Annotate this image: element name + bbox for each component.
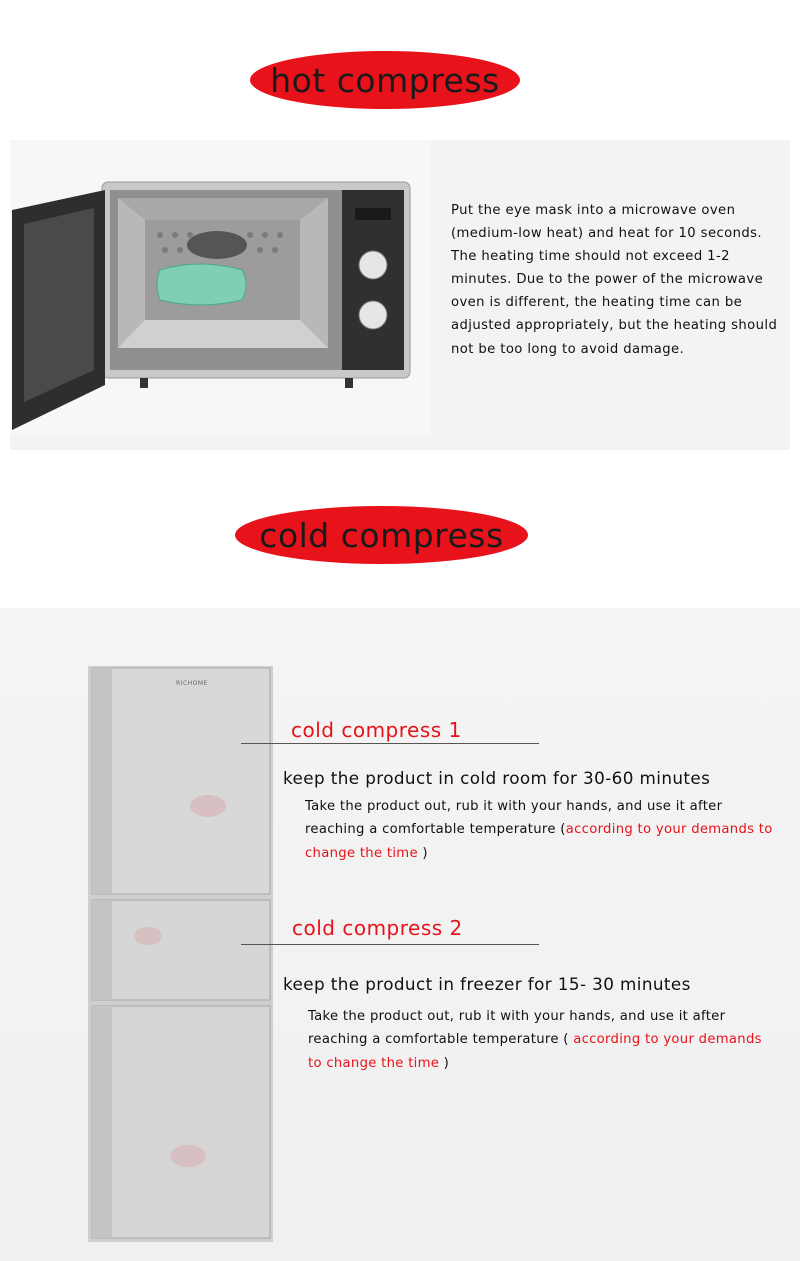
hot-compress-instructions: Put the eye mask into a microwave oven (medium-low heat) and heat for 10 seconds. The heating time should not exceed 1-2 minutes. Due to the power of the microwave oven is different, the heating time can be adjusted appropriately, but the heating should not be too long to avoid damage. [451, 203, 778, 357]
cold-compress-title-text: cold compress [259, 515, 504, 555]
cold-compress-2-desc-end: ) [439, 1055, 450, 1071]
cold-compress-title [235, 506, 528, 564]
cold-compress-1-desc-note: according to your demands to change the time [305, 822, 773, 861]
cold-compress-1-heading: cold compress 1 [291, 718, 462, 742]
cold-compress-1-description [305, 795, 775, 865]
cold-compress-1-desc-end: ) [417, 845, 428, 861]
cold-compress-1-duration: keep the product in cold room for 30-60 minutes [283, 768, 711, 788]
cold-compress-2-divider [241, 944, 539, 945]
cold-compress-panel [0, 608, 800, 1261]
cold-compress-2-duration: keep the product in freezer for 15- 30 minutes [283, 974, 691, 994]
hot-compress-title [250, 51, 520, 109]
cold-compress-2-desc-note: according to your demands to change the time [308, 1032, 762, 1071]
hot-compress-title-text: hot compress [270, 60, 500, 100]
cold-compress-2-heading: cold compress 2 [292, 916, 463, 940]
microwave-illustration [10, 140, 431, 434]
microwave-photo [10, 140, 431, 434]
cold-compress-2-description [308, 1005, 778, 1075]
fridge-brand-logo: RICHOME [176, 680, 208, 687]
hot-compress-panel [10, 140, 790, 450]
refrigerator-illustration [88, 666, 273, 1242]
cold-compress-1-divider [241, 743, 539, 744]
cold-compress-1-desc-text: Take the product out, rub it with your hands, and use it after reaching a comfortable temperature ( [305, 799, 723, 838]
cold-compress-2-desc-text: Take the product out, rub it with your hands, and use it after reaching a comfortable temperature ( [308, 1009, 726, 1048]
